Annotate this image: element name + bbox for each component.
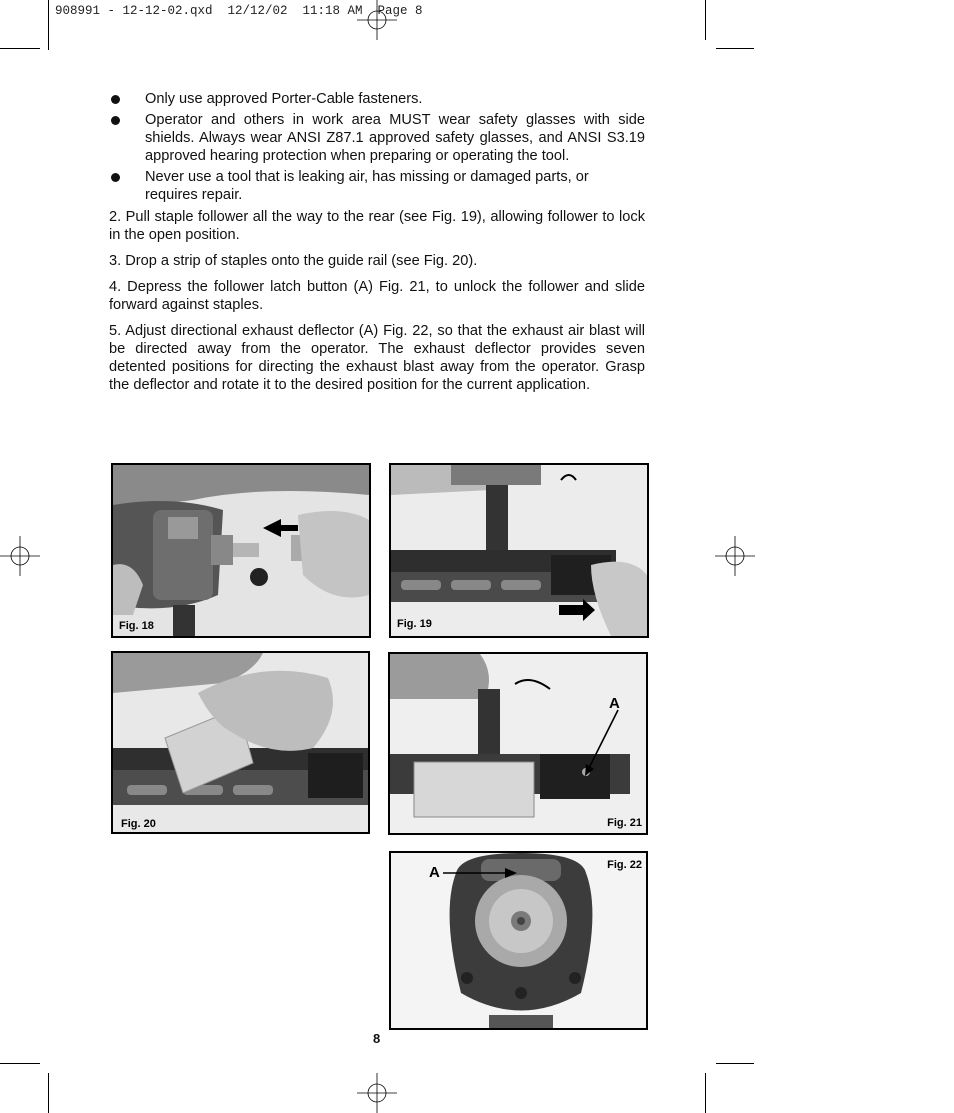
step-5: 5. Adjust directional exhaust deflector (A) Fig. 22, so that the exhaust air blast will be directed away from the operator. The exhaust deflector provides seven detented positions for directing the exhaust blast away from the operator. Grasp the deflector and rotate it to the desired position for the current application. — [109, 323, 645, 393]
figure-21 — [388, 652, 648, 835]
bullet-item — [109, 168, 645, 204]
step-4: 4. Depress the follower latch button (A) Fig. 21, to unlock the follower and slide forward against staples. — [109, 279, 645, 313]
figure-22 — [389, 851, 648, 1030]
step-3: 3. Drop a strip of staples onto the guide rail (see Fig. 20). — [109, 253, 478, 269]
bullet-text: Operator and others in work area MUST wear safety glasses with side shields. Always wear ANSI Z87.1 approved safety glasses, and ANSI S3.19 approved hearing protection when preparing or operating the tool. — [145, 112, 645, 164]
bullet-text: Never use a tool that is leaking air, has missing or damaged parts, or requires repair. — [145, 169, 589, 203]
fig-22-label: Fig. 22 — [607, 859, 642, 871]
registration-mark-left — [0, 536, 40, 576]
fig-18-label: Fig. 18 — [119, 620, 154, 632]
bullet-icon — [111, 116, 120, 125]
figure-19 — [389, 463, 649, 638]
step-2: 2. Pull staple follower all the way to the rear (see Fig. 19), allowing follower to lock in the open position. — [109, 209, 645, 243]
bullet-item — [109, 111, 645, 165]
page-number: 8 — [373, 1031, 381, 1046]
bullet-icon — [111, 95, 120, 104]
figure-18 — [111, 463, 371, 638]
fig-19-label: Fig. 19 — [397, 618, 432, 630]
bullet-item — [109, 90, 645, 108]
fig-20-label: Fig. 20 — [121, 818, 156, 830]
file-slug: 908991 - 12-12-02.qxd 12/12/02 11:18 AM Page 8 — [55, 4, 423, 18]
bullet-icon — [111, 173, 120, 182]
registration-mark-right — [715, 536, 755, 576]
fig-21-callout: A — [609, 695, 620, 712]
fig-22-callout: A — [429, 864, 440, 881]
fig-19-photo — [391, 465, 647, 636]
fig-21-label: Fig. 21 — [607, 817, 642, 829]
fig-20-photo — [113, 653, 368, 832]
registration-mark-bottom — [357, 1073, 397, 1113]
instructions-text — [109, 90, 645, 402]
fig-21-photo — [390, 654, 646, 833]
figure-20 — [111, 651, 370, 834]
bullet-text: Only use approved Porter-Cable fasteners. — [145, 91, 423, 107]
registration-mark-top — [357, 0, 397, 40]
fig-18-photo — [113, 465, 369, 636]
